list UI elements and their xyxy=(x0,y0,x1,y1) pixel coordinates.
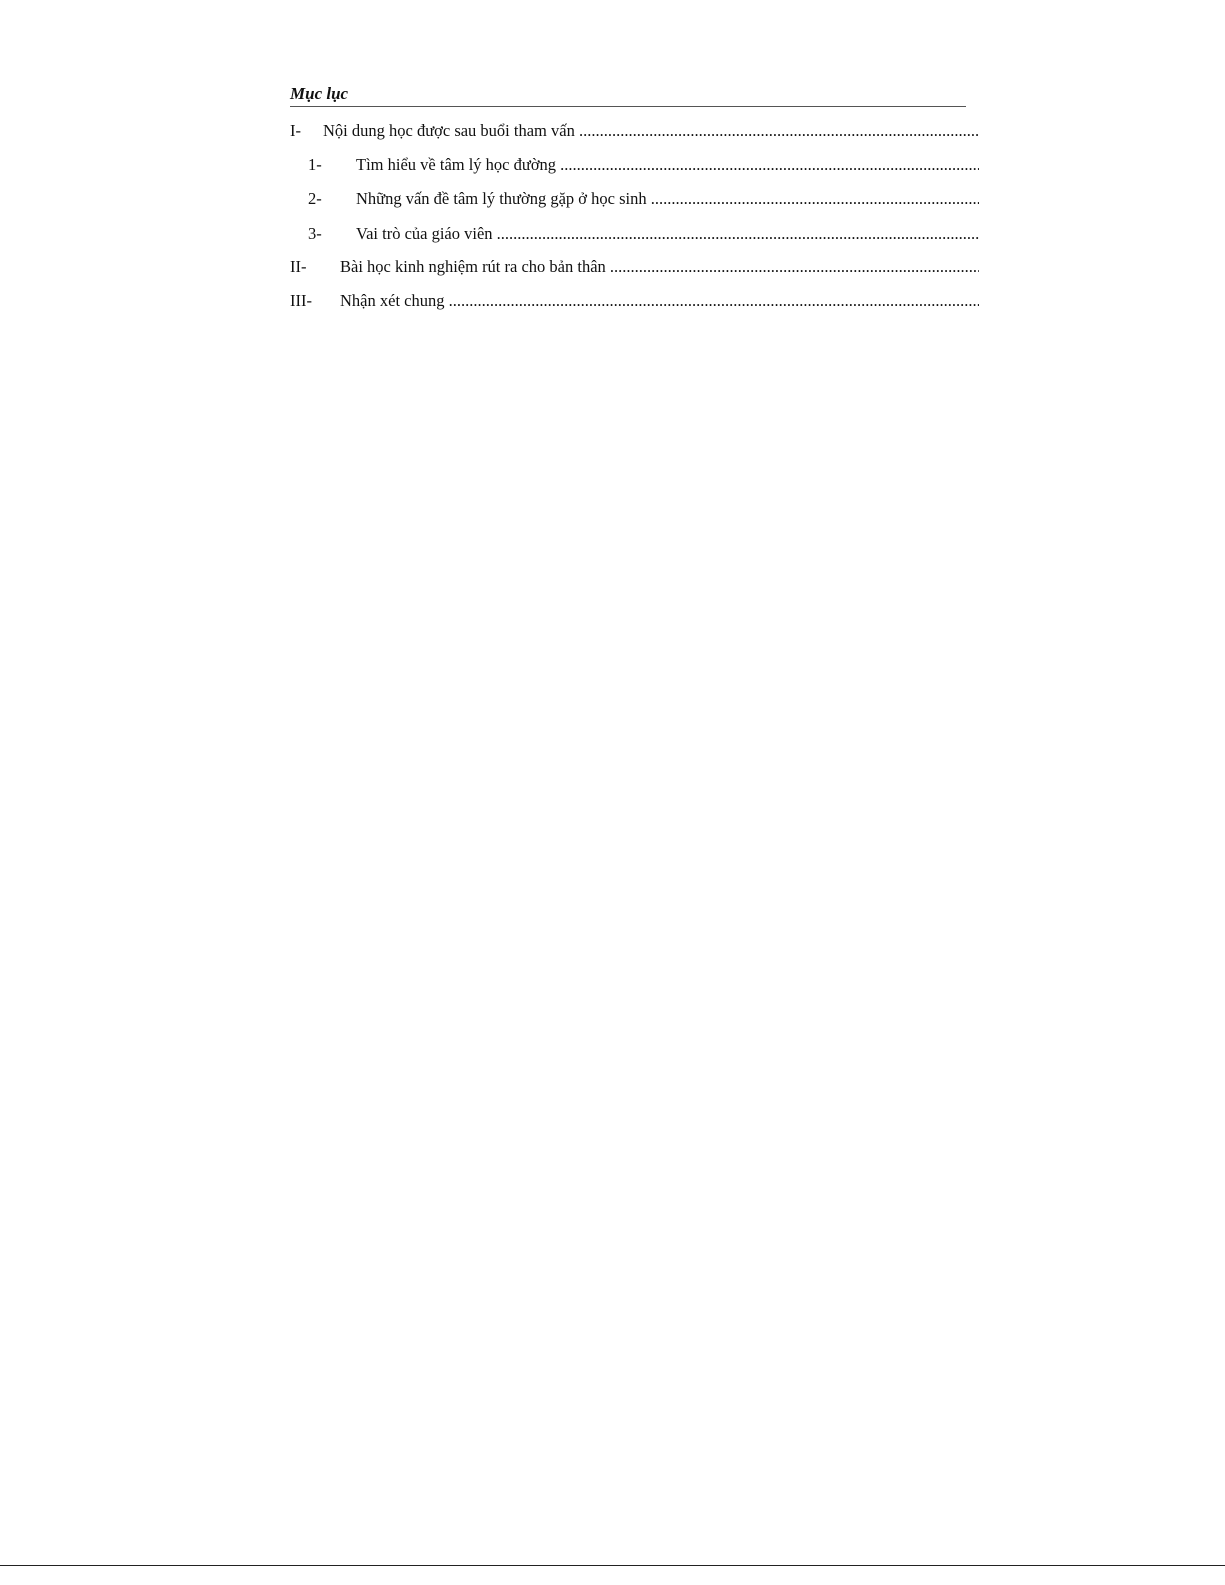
toc-entry-number: III- xyxy=(290,291,312,310)
toc-entry-number: II- xyxy=(290,257,307,276)
page-bottom-rule xyxy=(0,1565,1225,1566)
toc-entry-text: Những vấn đề tâm lý thường gặp ở học sinh xyxy=(356,189,647,208)
toc-entry-text: Nhận xét chung xyxy=(340,291,445,310)
toc-entry-text: Bài học kinh nghiệm rút ra cho bản thân xyxy=(340,257,606,276)
toc-entry-2[interactable] xyxy=(290,154,979,176)
toc-entry-number: I- xyxy=(290,121,301,140)
toc-entry-5[interactable] xyxy=(290,256,979,278)
toc-entry-text: Tìm hiểu về tâm lý học đường xyxy=(356,155,557,174)
toc-entry-1[interactable] xyxy=(290,120,979,142)
toc-entry-text: Nội dung học được sau buổi tham vấn xyxy=(323,121,575,140)
toc-entry-3[interactable] xyxy=(290,188,979,210)
toc-entry-4[interactable] xyxy=(290,223,979,245)
title-underline xyxy=(290,106,966,107)
toc-entry-number: 1- xyxy=(308,155,322,174)
toc-title: Mục lục xyxy=(290,84,349,103)
toc-entry-number: 3- xyxy=(308,224,322,243)
toc-entry-number: 2- xyxy=(308,189,322,208)
toc-entry-text: Vai trò của giáo viên xyxy=(356,224,493,243)
toc-entry-6[interactable] xyxy=(290,290,979,312)
